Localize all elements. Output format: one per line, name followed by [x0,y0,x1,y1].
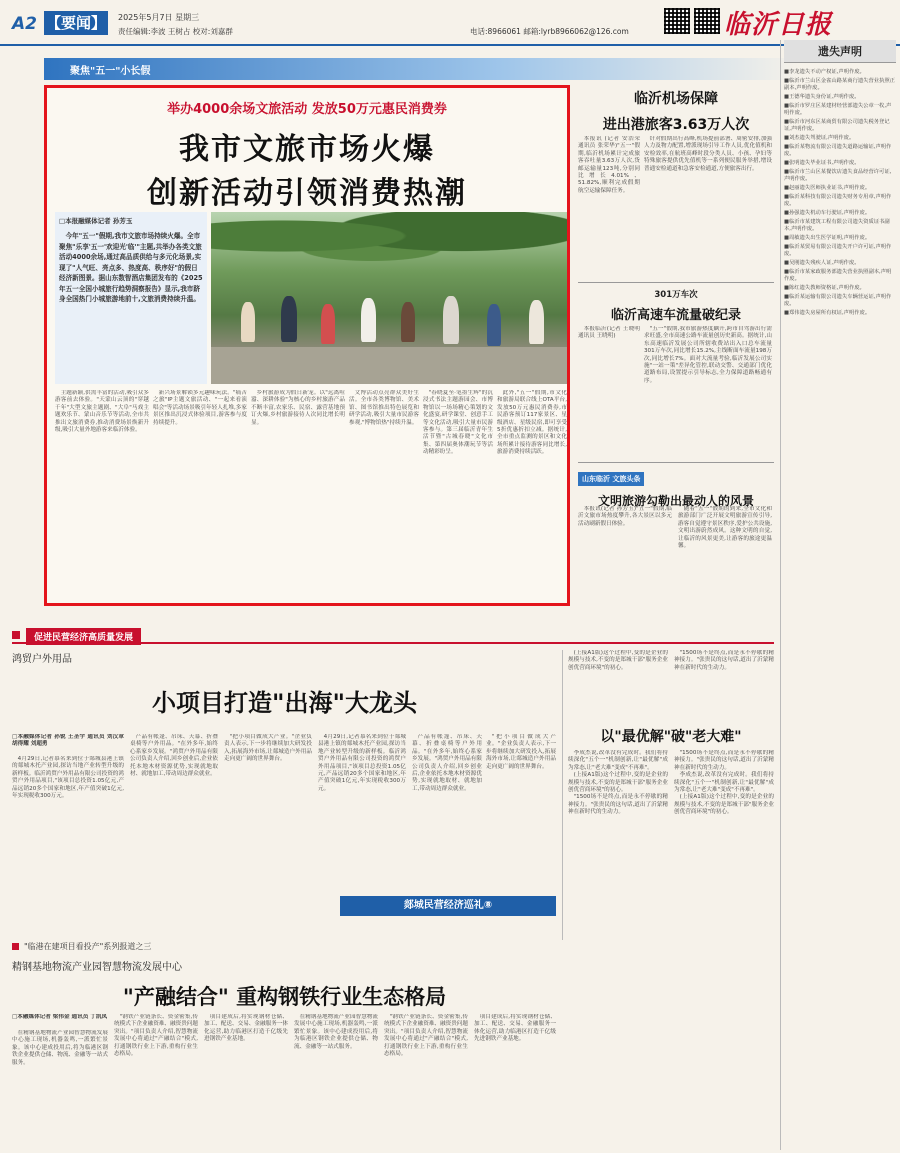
section2-square-icon [12,631,20,639]
highway-title: 临沂高速车流量破纪录 [610,308,741,323]
notice-item: ■临沂某贸易有限公司遗失开户许可证,声明作废。 [784,244,892,257]
steel-story [12,958,557,1150]
section2-banner [12,628,774,644]
series-label: "临港在建项目看投产"系列报道之三 [24,942,152,951]
section2-label: 促进民营经济高质量发展 [26,628,141,645]
airport-title-1: 临沂机场保障 [634,91,718,107]
steel-body-col5: "钢铁产业链条长、资金密集,传统模式下企业融资难、融资贵问题突出。"项目负责人介绍,智慧物流发展中心将通过"产融结合"模式,打通钢铁行业上下游,重构行业生态格局。 [384,1014,468,1058]
qr-code-icon [664,8,690,34]
highway-kicker: 301万车次 [654,290,698,300]
trade-footer-tag: 郯城民营经济巡礼⑧ [340,896,556,916]
contact-line: 电话:8966061 邮箱:lyrb8966062@126.com [470,27,629,36]
divider [578,462,774,463]
lead-summary-panel [55,212,207,384]
notice-item: ■刘杰遗失驾驶证,声明作废。 [784,135,855,141]
value-story [568,650,774,1150]
masthead [0,0,900,48]
notice-item: ■临沂市兰山区某餐饮店遗失食品经营许可证,声明作废。 [784,169,892,182]
trade-story [12,650,557,935]
column-rule [562,650,563,940]
trade-body-col1: 4月29日,记者慕名来到位于郯城县港上镇的郯城木托产业园,探访当地产业转型升级的新样板。临沂鸿贸户外用品有限公司投资的鸿贸户外用品项目,"该项目总投资1.05亿元,产品远销20多个国家和地区,年产值突破1亿元,年实现税收300万元。 [12,756,124,800]
lead-body-col6: 此外,"五一"假期,市文化和旅游局联合线上OTA平台,发放50万元惠民消费券,市民游客预订117家景区、星级酒店、星级民宿,即可享受5折优惠折扣立减。据统计,全市重点监测的景区和文化场所累计接待游客同比增长,旅游消费持续活跃。 [497,390,567,456]
value-body-col1: (上接A1版)这个过程中,变的是企业的规模与技术,不变的是郑城干部"服务企业 创优营商环境"的初心。 [568,650,668,671]
airport-title-2: 进出港旅客3.63万人次 [602,117,750,133]
notice-item: ■临沂市河东区某商贸有限公司遗失税务登记证,声明作废。 [784,119,890,132]
notice-item: ■郑伟遗失房屋所有权证,声明作废。 [784,310,871,316]
steel-title: "产融结合" 重构钢铁行业生态格局 [122,985,447,1009]
notice-item: ■周敏遗失出生医学证明,声明作废。 [784,235,871,241]
notices-list [784,69,896,317]
page-number: A2 [12,14,37,34]
topic-banner [44,58,802,80]
notice-item: ■李龙遗失不动产权证,声明作废。 [784,69,865,75]
trade-body-col5: 产品有帐篷、吊床、天幕、折叠桌椅等户外用品。"在外多年,始终心系家乡发展。"鸿贸户外用品有限公司负责人介绍,回乡创业后,企业依托本地木材资源优势,实现就地取材、就地加工,带动周边群众就业。 [412,734,482,792]
column-rule [780,40,781,1150]
photo-person [361,298,376,342]
wenlv-tag: 山东临沂 文旅头条 [578,472,644,486]
notice-item: ■临沂市某建筑工程有限公司遗失资质证书副本,声明作废。 [784,219,890,232]
notice-item: ■临沂市某家政服务部遗失营业执照副本,声明作废。 [784,269,892,282]
trade-body-col4: 4月29日,记者慕名来到位于郯城县港上镇的郯城木托产业园,探访当地产业转型升级的新样板。临沂鸿贸户外用品有限公司投资的鸿贸户外用品项目,"该项目总投资1.05亿元,产品远销20多个国家和地区,年产值突破1亿元,年实现税收300万元。 [318,734,406,792]
steel-body-col6: 项目建成后,将实现钢材仓储、加工、配送、交易、金融服务一体化运营,助力临港区打造千亿级先进钢铁产业基地。 [474,1014,556,1043]
series-banner [12,940,557,954]
notice-item: ■孙强遗失机动车行驶证,声明作废。 [784,210,871,216]
notice-item: ■临沂市罗庄区某建材经营部遗失公章一枚,声明作废。 [784,103,892,116]
airport-story [578,88,774,278]
photo-person [241,302,255,342]
wenlv-title: 文明旅游勾勒出最动人的风景 [597,494,754,508]
value-body-col4: "1500场不是终点,而是永不停歇的精神接力。"张贵民的这句话,道出了沂蒙精神在新时代的生动力。 李成杰说,改革没有完成时。我们将持续深化"五个一"机制创新,让"最优解"成为常态,让"老大难"变成"不再难"。 (上接A1版)这个过程中,变的是企业的规模与技术,不变的是郑城干部"服务企业 创优营商环境"的初心。 [674,750,774,816]
steel-body-col2: "钢铁产业链条长、资金密集,传统模式下企业融资难、融资贵问题突出。"项目负责人介绍,智慧物流发展中心将通过"产融结合"模式,打通钢铁行业上下游,重构行业生态格局。 [114,1014,198,1058]
trade-body-col2: 产品有帐篷、吊床、天幕、折叠桌椅等户外用品。"在外多年,始终心系家乡发展。"鸿贸户外用品有限公司负责人介绍,回乡创业后,企业依托本地木材资源优势,实现就地取材、就地加工,带动周边群众就业。 [130,734,218,778]
value-body-col2: "1500场不是终点,而是永不停歇的精神接力。"张贵民的这句话,道出了沂蒙精神在新时代的生动力。 [674,650,774,671]
lead-body-col3: 乡村旅游成为假日新宠。以"远离喧嚣、深耕体验"为核心的乡村旅游产品不断丰富,农家乐、民宿、露营基地预订火爆,乡村旅游接待人次同比增长明显。 [251,390,345,426]
highway-body: "五一"假期,我市旅游热度飙升,跨市自驾游出行需求旺盛,全市高速公路车流量创历史新高。据统计,山东高速临沂发展公司所辖收费站出入口总车流量301万车次,同比增长15.2%,主线断面车流量198万次,同比增长7%。面对大流量考验,临沂发展公司实施"一站一策"差异化管控,联动交警、交通部门优化道路布局,设置提示引导标志,全力保障道路畅通有序。 [644,326,772,384]
photo-person [401,302,415,342]
lead-summary: 今年"五一"假期,我市文旅市场持续火爆。全市聚焦"乐享'五一'欢迎光'临'"主题,共举办各类文旅活动4000余场,通过高品质供给与多元化场景,实现了"人气旺、亮点多、热度高、秩序好"的假日经济新图景。据山东数智酒店集团发布的《2025年五一全国小城旅行趋势洞察报告》显示,我市跻身全国热门小城旅游地前十,文旅消费持续升温。 [59,232,203,303]
notice-item: ■临沂某物流有限公司遗失道路运输证,声明作废。 [784,144,892,157]
steel-byline: □本融媒体记者 梁伟金 通讯员 丁凯凤 [12,1014,108,1020]
lead-byline: □本报融媒体记者 孙芳玉 [59,217,133,225]
series-square-icon [12,943,19,950]
notice-item: ■陈红遗失教师资格证,声明作废。 [784,285,865,291]
notice-item: ■临沂某科技有限公司遗失财务专用章,声明作废。 [784,194,892,207]
notice-item: ■吴刚遗失残疾人证,声明作废。 [784,260,860,266]
newspaper-logo: 临沂日报 [724,10,833,40]
qr-code-icon [694,8,720,34]
notice-item: ■临沂某运输有限公司遗失车辆营运证,声明作废。 [784,294,892,307]
steel-body-col4: 在精钢基地物流产业园智慧物流发展中心施工现场,机器轰鸣,一派繁忙景象。该中心建成投用后,将为临港区钢铁企业提供仓储、物流、金融等一站式服务。 [294,1014,378,1050]
trade-kicker: 鸿贸户外用品 [12,654,72,665]
editors-line: 责任编辑:李波 王树占 校对:刘嘉群 [118,27,233,36]
topic-banner-label: 聚焦"五一"小长假 [70,66,151,77]
wenlv-body: 随着"五一"假期的到来,全市文化和旅游部门广泛开展文明旅游宣传引导,游客自觉遵守景区秩序,爱护公共设施,文明出游蔚然成风。这种文明的自觉,让临沂的风景更美,让游客的旅途更温馨。 [678,506,772,550]
photo-tree [211,212,567,272]
value-title: 以"最优解"破"老大难" [600,729,742,745]
lead-title-1: 我市文旅市场火爆 [179,132,435,167]
lead-title-2: 创新活动引领消费热潮 [147,176,467,211]
airport-body-col1: 本报讯 (记者 安浩荣 通讯员 张荣华)"五一"假期,临沂机场累计完成旅客吞吐量3.63万人次,货邮运输量123吨,分别同比增长4.01%、51.82%,顺利完成假期航空运输保障任务。 [578,136,640,194]
trade-title: 小项目打造"出海"大龙头 [151,689,417,717]
section-tag: 【要闻】 [44,11,108,35]
notice-item: ■张明遗失毕业证书,声明作废。 [784,160,860,166]
notices-title: 遗失声明 [784,40,896,63]
photo-person [321,304,335,344]
lead-photo-tourists [211,212,567,384]
issue-date: 2025年5月7日 星期三 [118,13,200,22]
trade-byline: □本融媒体记者 孙锐 王圣宇 通讯员 刘汉章 胡得耀 刘超勇 [12,734,124,748]
steel-kicker: 精钢基地物流产业园智慧物流发展中心 [12,962,182,973]
lead-kicker: 举办4000余场文旅活动 发放50万元惠民消费券 [167,102,447,117]
notice-item: ■临沂市兰山区金雀山路某商行遗失营业执照正副本,声明作废。 [784,78,895,91]
wenlv-byline: 本报讯(记者 孙芳玉)"五一"假期,临沂文旅市场热度攀升,各大景区以多元活动刷新假日体验。 [578,506,672,527]
highway-byline: 本报临沂(记者 王晓明 通讯员 王晓明) [578,326,640,340]
steel-body-col1: 在精钢基地物流产业园智慧物流发展中心施工现场,机器轰鸣,一派繁忙景象。该中心建成投用后,将为临港区钢铁企业提供仓储、物流、金融等一站式服务。 [12,1030,108,1066]
lead-body-col2: 新兴场景解锁多元趣味玩法。"痛苦之旅"IP主题文旅活动、"一起来看演唱会"等活动场景吸引年轻人扎堆,多家景区推出沉浸式体验项目,游客参与度持续提升。 [153,390,247,426]
lead-body-col5: "春晓夏至·笔墨生辉"的沉浸式书法主题游园会、市博物馆以一场场精心策划的文化盛宴,研学课堂、创意手工等文化活动,吸引大量市民游客参与。第三届临沂青年生活节暨"古城春晓"文化市集、第四届奥体潮玩节等活动精彩纷呈。 [423,390,493,456]
lead-body-col1: 主题新颖,供需丰富的活动,吸引众多游客前去体验。"天蒙山云顶的"穿越千年"大型文旅主题剧、"大阜"马戏主题欢乐节、蒙山音乐节等活动,全市共推出文旅消费券,推动消费场景焕新升级,吸引大量外地游客来临沂体验。 [55,390,149,434]
trade-body-col6: "把小项目做成大产业。"企业负责人表示,下一步将继续加大研发投入,拓展海外市场,让郯城造户外用品走向更广阔的世界舞台。 [486,734,556,770]
notice-item: ■王德华遗失身份证,声明作废。 [784,94,860,100]
trade-body-col3: "把小项目做成大产业。"企业负责人表示,下一步将继续加大研发投入,拓展海外市场,让郯城造户外用品走向更广阔的世界舞台。 [224,734,312,763]
photo-path [211,347,567,384]
lead-body-col4: 文博活动点亮群众美好生活。全市各类博物馆、美术馆、图书馆推出特色展览和研学活动,吸引大量市民游客参观,"博物馆热"持续升温。 [349,390,419,426]
section-tag-label: 要闻 [60,14,91,32]
photo-person [281,296,297,342]
steel-body-col3: 项目建成后,将实现钢材仓储、加工、配送、交易、金融服务一体化运营,助力临港区打造千亿级先进钢铁产业基地。 [204,1014,288,1043]
airport-body-col2: 针对假期出行高峰,机场提前部署、周密安排,加强人力及物力配置,增派现场引导工作人员,优化值机和安检效率,在航班高峰时段分类人员、小孩、孕妇等特殊旅客提供优先值机等一系列便民服务举措,增设普通安检通道和急客安检通道,方便旅客出行。 [644,136,772,172]
lead-story-box [44,85,570,606]
photo-person [443,296,459,344]
masthead-rule [0,44,900,46]
divider [578,282,774,283]
notices-column [784,40,896,1150]
notice-item: ■赵丽遗失医师执业证书,声明作废。 [784,185,871,191]
value-body-col3: 李成杰说,改革没有完成时。我们将持续深化"五个一"机制创新,让"最优解"成为常态,让"老大难"变成"不再难"。 (上接A1版)这个过程中,变的是企业的规模与技术,不变的是郑城干部"服务企业 创优营商环境"的初心。 "1500场不是终点,而是永不停歇的精神接力。"张贵民的这句话,道出了沂蒙精神在新时代的生动力。 [568,750,668,816]
highway-story [578,288,774,458]
wenlv-story [578,466,774,606]
photo-person [529,300,544,344]
photo-person [487,304,501,346]
